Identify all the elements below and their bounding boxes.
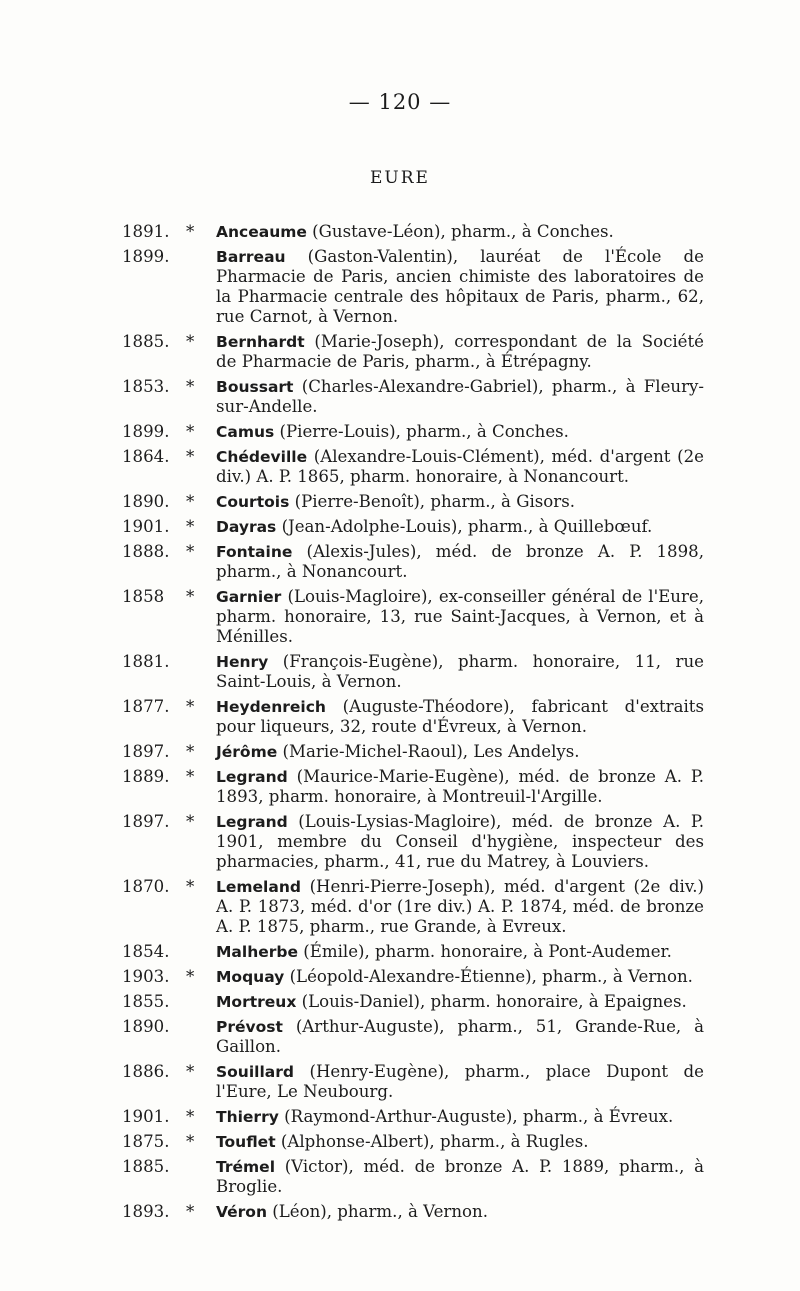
section-title: EURE bbox=[370, 168, 430, 188]
entry-name: Prévost bbox=[216, 1018, 283, 1036]
entry-text: (Marie-Michel-Raoul), Les Andelys. bbox=[282, 742, 580, 761]
entry-name: Garnier bbox=[216, 588, 282, 606]
entry-year: 1899. bbox=[122, 247, 170, 266]
entry-star: * bbox=[186, 492, 195, 511]
entry-year: 1891. bbox=[122, 222, 170, 241]
list-item bbox=[122, 767, 704, 807]
entry-text: (Auguste-Théodore), fabricant d'extraits pour liqueurs, 32, route d'Évreux, à Vernon. bbox=[216, 697, 704, 736]
entry-text: (Gaston-Valentin), lauréat de l'École de Pharmacie de Paris, ancien chimiste des laboratoires de la Pharmacie centrale des hôpitaux de Paris, pharm., 62, rue Carnot, à Vernon. bbox=[216, 247, 704, 326]
entry-text: (Alexis-Jules), méd. de bronze A. P. 1898, pharm., à Nonancourt. bbox=[216, 542, 705, 581]
entry-name: Mortreux bbox=[216, 993, 297, 1011]
entry-year: 1855. bbox=[122, 992, 170, 1011]
entry-year: 1875. bbox=[122, 1132, 170, 1151]
list-item bbox=[122, 222, 704, 242]
list-item bbox=[122, 517, 704, 537]
entry-year: 1903. bbox=[122, 967, 170, 986]
entry-name: Legrand bbox=[216, 768, 288, 786]
entry-year: 1890. bbox=[122, 1017, 170, 1036]
entry-text: (Louis-Magloire), ex-conseiller général de l'Eure, pharm. honoraire, 13, rue Saint-Jacques, à Vernon, et à Ménilles. bbox=[216, 587, 704, 646]
entry-name: Trémel bbox=[216, 1158, 276, 1176]
entry-text: (Alphonse-Albert), pharm., à Rugles. bbox=[280, 1132, 589, 1151]
entry-year: 1889. bbox=[122, 767, 170, 786]
list-item bbox=[122, 652, 704, 692]
entry-name: Souillard bbox=[216, 1063, 294, 1081]
entry-name: Véron bbox=[216, 1203, 267, 1221]
entry-name: Legrand bbox=[216, 813, 288, 831]
entry-year: 1888. bbox=[122, 542, 170, 561]
entry-text: (Louis-Daniel), pharm. honoraire, à Epaignes. bbox=[301, 992, 687, 1011]
entry-text: (Louis-Lysias-Magloire), méd. de bronze A. P. 1901, membre du Conseil d'hygiène, inspecteur des pharmacies, pharm., 41, rue du Matrey, à Louviers. bbox=[216, 812, 704, 871]
list-item bbox=[122, 812, 704, 872]
entry-name: Fontaine bbox=[216, 543, 293, 561]
entry-year: 1890. bbox=[122, 492, 170, 511]
entry-star: * bbox=[186, 422, 195, 441]
entry-year: 1901. bbox=[122, 517, 170, 536]
entry-year: 1858 bbox=[122, 587, 165, 606]
list-item bbox=[122, 247, 704, 327]
entry-name: Boussart bbox=[216, 378, 294, 396]
entry-star: * bbox=[186, 332, 195, 351]
entry-name: Henry bbox=[216, 653, 269, 671]
entry-year: 1854. bbox=[122, 942, 170, 961]
entry-year: 1886. bbox=[122, 1062, 170, 1081]
entry-text: (Henry-Eugène), pharm., place Dupont de l'Eure, Le Neubourg. bbox=[216, 1062, 704, 1101]
entry-year: 1893. bbox=[122, 1202, 170, 1221]
entry-text: (François-Eugène), pharm. honoraire, 11, rue Saint-Louis, à Vernon. bbox=[216, 652, 704, 691]
list-item bbox=[122, 1107, 704, 1127]
list-item bbox=[122, 422, 704, 442]
entry-year: 1864. bbox=[122, 447, 170, 466]
entry-star: * bbox=[186, 767, 195, 786]
list-item bbox=[122, 992, 704, 1012]
list-item bbox=[122, 742, 704, 762]
entry-text: (Émile), pharm. honoraire, à Pont-Audemer. bbox=[303, 942, 672, 961]
entry-star: * bbox=[186, 967, 195, 986]
entry-year: 1877. bbox=[122, 697, 170, 716]
entry-year: 1881. bbox=[122, 652, 170, 671]
entry-text: (Pierre-Benoît), pharm., à Gisors. bbox=[294, 492, 575, 511]
entry-text: (Jean-Adolphe-Louis), pharm., à Quillebœuf. bbox=[281, 517, 653, 536]
list-item bbox=[122, 1062, 704, 1102]
entry-text: (Gustave-Léon), pharm., à Conches. bbox=[312, 222, 614, 241]
list-item bbox=[122, 697, 704, 737]
entry-star: * bbox=[186, 877, 195, 896]
entry-year: 1901. bbox=[122, 1107, 170, 1126]
page-number: — 120 — bbox=[348, 90, 452, 114]
entry-name: Thierry bbox=[216, 1108, 279, 1126]
list-item bbox=[122, 1017, 704, 1057]
entry-year: 1853. bbox=[122, 377, 170, 396]
entry-name: Touflet bbox=[216, 1133, 276, 1151]
list-item bbox=[122, 942, 704, 962]
entry-name: Bernhardt bbox=[216, 333, 305, 351]
entry-star: * bbox=[186, 377, 195, 396]
entry-name: Chédeville bbox=[216, 448, 308, 466]
entry-list bbox=[122, 222, 704, 1227]
entry-name: Barreau bbox=[216, 248, 286, 266]
entry-year: 1870. bbox=[122, 877, 170, 896]
entry-name: Jérôme bbox=[216, 743, 278, 761]
entry-name: Lemeland bbox=[216, 878, 301, 896]
entry-star: * bbox=[186, 1062, 195, 1081]
entry-name: Moquay bbox=[216, 968, 285, 986]
entry-name: Camus bbox=[216, 423, 275, 441]
entry-star: * bbox=[186, 697, 195, 716]
entry-name: Courtois bbox=[216, 493, 290, 511]
entry-text: (Henri-Pierre-Joseph), méd. d'argent (2e div.) A. P. 1873, méd. d'or (1re div.) A. P. 1874, méd. de bronze A. P. 1875, pharm., rue Grande, à Evreux. bbox=[216, 877, 704, 936]
entry-year: 1899. bbox=[122, 422, 170, 441]
entry-star: * bbox=[186, 517, 195, 536]
entry-star: * bbox=[186, 742, 195, 761]
entry-text: (Charles-Alexandre-Gabriel), pharm., à Fleury-sur-Andelle. bbox=[216, 377, 704, 416]
entry-text: (Léon), pharm., à Vernon. bbox=[272, 1202, 489, 1221]
entry-text: (Raymond-Arthur-Auguste), pharm., à Évreux. bbox=[284, 1107, 674, 1126]
entry-star: * bbox=[186, 812, 195, 831]
list-item bbox=[122, 967, 704, 987]
list-item bbox=[122, 1132, 704, 1152]
entry-text: (Pierre-Louis), pharm., à Conches. bbox=[279, 422, 569, 441]
list-item bbox=[122, 447, 704, 487]
list-item bbox=[122, 492, 704, 512]
entry-text: (Marie-Joseph), correspondant de la Société de Pharmacie de Paris, pharm., à Étrépagny. bbox=[216, 332, 704, 371]
list-item bbox=[122, 587, 704, 647]
entry-star: * bbox=[186, 542, 195, 561]
entry-year: 1885. bbox=[122, 332, 170, 351]
entry-text: (Léopold-Alexandre-Étienne), pharm., à Vernon. bbox=[289, 967, 693, 986]
entry-name: Heydenreich bbox=[216, 698, 326, 716]
entry-name: Malherbe bbox=[216, 943, 298, 961]
entry-text: (Alexandre-Louis-Clément), méd. d'argent (2e div.) A. P. 1865, pharm. honoraire, à Nonancourt. bbox=[216, 447, 704, 486]
entry-name: Dayras bbox=[216, 518, 277, 536]
entry-text: (Maurice-Marie-Eugène), méd. de bronze A. P. 1893, pharm. honoraire, à Montreuil-l'Argille. bbox=[216, 767, 704, 806]
list-item bbox=[122, 1202, 704, 1222]
entry-star: * bbox=[186, 1132, 195, 1151]
entry-text: (Victor), méd. de bronze A. P. 1889, pharm., à Broglie. bbox=[216, 1157, 704, 1196]
entry-star: * bbox=[186, 1202, 195, 1221]
list-item bbox=[122, 1157, 704, 1197]
entry-star: * bbox=[186, 447, 195, 466]
entry-year: 1897. bbox=[122, 812, 170, 831]
entry-star: * bbox=[186, 222, 195, 241]
list-item bbox=[122, 542, 704, 582]
list-item bbox=[122, 377, 704, 417]
entry-year: 1885. bbox=[122, 1157, 170, 1176]
list-item bbox=[122, 332, 704, 372]
entry-year: 1897. bbox=[122, 742, 170, 761]
entry-star: * bbox=[186, 1107, 195, 1126]
list-item bbox=[122, 877, 704, 937]
entry-text: (Arthur-Auguste), pharm., 51, Grande-Rue, à Gaillon. bbox=[216, 1017, 704, 1056]
entry-star: * bbox=[186, 587, 195, 606]
entry-name: Anceaume bbox=[216, 223, 307, 241]
